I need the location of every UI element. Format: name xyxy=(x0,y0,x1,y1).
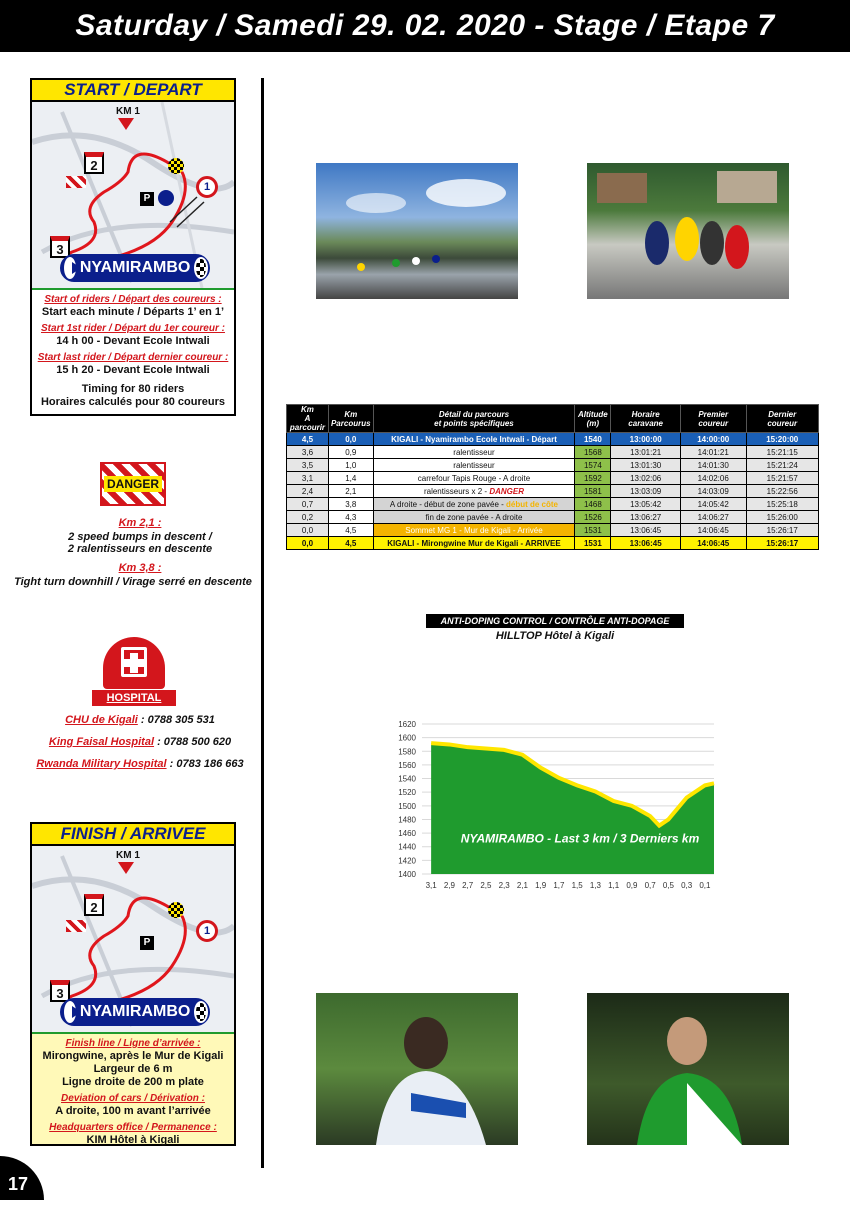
km-remaining: 3,1 xyxy=(287,472,329,485)
km-remaining: 4,5 xyxy=(287,433,329,446)
first-rider-time: 14:03:09 xyxy=(680,485,746,498)
nyamirambo-badge xyxy=(60,254,210,282)
first-rider-time: 14:06:45 xyxy=(680,537,746,550)
altitude: 1592 xyxy=(575,472,611,485)
km-remaining: 3,5 xyxy=(287,459,329,472)
arrow-icon xyxy=(64,1001,76,1023)
danger-km-label xyxy=(20,517,260,529)
first-rider-time: 14:06:45 xyxy=(680,524,746,537)
table-row xyxy=(287,498,819,511)
y-tick-label: 1560 xyxy=(398,760,416,770)
route-detail: fin de zone pavée - A droite xyxy=(373,511,575,524)
chart-annotation: NYAMIRAMBO - Last 3 km / 3 Derniers km xyxy=(460,831,700,846)
y-tick-label: 1480 xyxy=(398,815,416,825)
km1-label: KM 1 xyxy=(116,106,140,117)
hospital-name: King Faisal Hospital xyxy=(48,736,155,748)
y-tick-label: 1440 xyxy=(398,842,416,852)
last-rider-time: 15:21:24 xyxy=(746,459,819,472)
first-rider-time: 14:01:21 xyxy=(680,446,746,459)
table-row xyxy=(287,524,819,537)
x-tick-label: 2,5 xyxy=(480,881,492,890)
danger-text-1: 2 speed bumps in descent / xyxy=(68,531,212,543)
x-tick-label: 0,1 xyxy=(699,881,711,890)
table-header-row xyxy=(287,405,819,433)
route-detail: ralentisseur xyxy=(373,459,575,472)
first-rider-time: 14:06:27 xyxy=(680,511,746,524)
col-header: Km Parcourus xyxy=(328,405,373,433)
caravan-time: 13:06:45 xyxy=(611,524,681,537)
hospital-name: Rwanda Military Hospital xyxy=(36,758,167,770)
elevation-area xyxy=(431,743,714,874)
table-row xyxy=(287,472,819,485)
table-row xyxy=(287,433,819,446)
x-tick-label: 2,7 xyxy=(462,881,474,890)
parking-icon: P xyxy=(140,936,154,950)
x-tick-label: 0,7 xyxy=(644,881,656,890)
y-tick-label: 1600 xyxy=(398,733,416,743)
anti-doping-title: ANTI-DOPING CONTROL / CONTRÔLE ANTI-DOPAGE xyxy=(426,614,684,628)
km-remaining: 0,0 xyxy=(287,537,329,550)
place-label: NYAMIRAMBO xyxy=(79,1003,191,1020)
y-tick-label: 1420 xyxy=(398,856,416,866)
y-tick-label: 1540 xyxy=(398,774,416,784)
start-line-value: 15 h 20 - Devant Ecole Intwali xyxy=(56,364,210,376)
finish-value: Mirongwine, après le Mur de Kigali xyxy=(42,1050,224,1062)
last-rider-time: 15:22:56 xyxy=(746,485,819,498)
caravan-time: 13:01:21 xyxy=(611,446,681,459)
danger-sign-icon xyxy=(100,462,166,506)
col-header: Km A parcourir xyxy=(287,405,329,433)
badge-3: 3 xyxy=(50,236,70,258)
finish-label: Finish line / Ligne d’arrivée : xyxy=(65,1038,201,1049)
danger-note: DANGER xyxy=(489,486,524,496)
x-tick-label: 1,5 xyxy=(571,881,583,890)
km-done: 4,3 xyxy=(328,511,373,524)
route-detail: KIGALI - Mirongwine Mur de Kigali - ARRIVEE xyxy=(373,537,575,550)
y-tick-label: 1580 xyxy=(398,747,416,757)
danger-mini-icon xyxy=(66,920,86,932)
page-header: Saturday / Samedi 29. 02. 2020 - Stage / Etape 7 xyxy=(0,0,850,52)
hospital-entry xyxy=(20,714,260,726)
photo-landscape-art xyxy=(316,163,518,299)
last-rider-time: 15:20:00 xyxy=(746,433,819,446)
km-done: 3,8 xyxy=(328,498,373,511)
climb-note: début de côte xyxy=(506,499,559,509)
caravan-time: 13:06:27 xyxy=(611,511,681,524)
hospital-entry xyxy=(20,758,260,770)
danger-km-label xyxy=(20,562,260,574)
route-table xyxy=(286,404,819,550)
danger-text-2: 2 ralentisseurs en descente xyxy=(67,543,213,555)
altitude: 1581 xyxy=(575,485,611,498)
photo-peloton-art xyxy=(587,163,789,299)
km-remaining: 2,4 xyxy=(287,485,329,498)
hospital-name: CHU de Kigali xyxy=(65,714,138,726)
danger-sign-label: DANGER xyxy=(104,476,162,492)
altitude: 1531 xyxy=(575,524,611,537)
danger-text-3: Tight turn downhill / Virage serré en descente xyxy=(14,576,252,588)
first-rider-time: 14:05:42 xyxy=(680,498,746,511)
badge-2: 2 xyxy=(84,152,104,174)
hospital-phone: : 0788 500 620 xyxy=(154,736,232,748)
finish-flag-icon xyxy=(194,1001,208,1023)
finish-value: Largeur de 6 m xyxy=(93,1063,173,1075)
route-detail: ralentisseurs x 2 - DANGER xyxy=(373,485,575,498)
start-panel xyxy=(30,78,236,416)
finish-panel xyxy=(30,822,236,1146)
cross-icon-bar xyxy=(124,659,144,667)
checkered-flag-icon xyxy=(168,158,184,174)
hospital-phone: : 0788 305 531 xyxy=(137,714,215,726)
caravan-time: 13:02:06 xyxy=(611,472,681,485)
x-tick-label: 3,1 xyxy=(425,881,437,890)
col-header: Premier coureur xyxy=(680,405,746,433)
start-line-value: 14 h 00 - Devant Ecole Intwali xyxy=(56,335,210,347)
photo-riders-landscape xyxy=(316,163,518,299)
table-row xyxy=(287,537,819,550)
last-rider-time: 15:26:00 xyxy=(746,511,819,524)
altitude: 1574 xyxy=(575,459,611,472)
hospital-icon xyxy=(103,637,165,689)
altitude: 1468 xyxy=(575,498,611,511)
route-detail: A droite - début de zone pavée - début de côte xyxy=(373,498,575,511)
badge-2: 2 xyxy=(84,894,104,916)
col-header: Horaire caravane xyxy=(611,405,681,433)
km-remaining: 3,6 xyxy=(287,446,329,459)
nyamirambo-badge xyxy=(60,998,210,1026)
caravan-time: 13:05:42 xyxy=(611,498,681,511)
finish-map xyxy=(32,846,234,1032)
photo-algeria-rider xyxy=(587,993,789,1145)
y-tick-label: 1460 xyxy=(398,829,416,839)
finish-label: Headquarters office / Permanence : xyxy=(49,1122,217,1133)
timing-fr: Horaires calculés pour 80 coureurs xyxy=(40,396,226,408)
table-row xyxy=(287,485,819,498)
danger-km1: Km 2,1 : xyxy=(118,517,162,529)
finish-title: FINISH / ARRIVEE xyxy=(32,824,234,846)
km-done: 1,0 xyxy=(328,459,373,472)
caravan-time: 13:00:00 xyxy=(611,433,681,446)
altitude: 1540 xyxy=(575,433,611,446)
altitude: 1568 xyxy=(575,446,611,459)
route-detail: KIGALI - Nyamirambo Ecole Intwali - Départ xyxy=(373,433,575,446)
first-rider-time: 14:02:06 xyxy=(680,472,746,485)
x-tick-label: 2,1 xyxy=(516,881,528,890)
y-tick-label: 1620 xyxy=(398,720,416,729)
col-header: Détail du parcours et points spécifiques xyxy=(373,405,575,433)
km-remaining: 0,2 xyxy=(287,511,329,524)
km1-label: KM 1 xyxy=(116,850,140,861)
vertical-divider xyxy=(261,78,264,1168)
photo-peloton xyxy=(587,163,789,299)
x-tick-label: 2,9 xyxy=(443,881,455,890)
start-line-value: Start each minute / Départs 1’ en 1’ xyxy=(41,306,225,318)
x-tick-label: 0,3 xyxy=(681,881,693,890)
last-rider-time: 15:26:17 xyxy=(746,537,819,550)
start-map xyxy=(32,102,234,288)
finish-value: A droite, 100 m avant l’arrivée xyxy=(55,1105,211,1117)
x-tick-label: 0,9 xyxy=(626,881,638,890)
danger-km2: Km 3,8 : xyxy=(118,562,162,574)
photo-rider-portrait xyxy=(316,993,518,1145)
col-header: Altitude (m) xyxy=(575,405,611,433)
y-tick-label: 1400 xyxy=(398,870,416,879)
elevation-chart xyxy=(380,712,730,896)
x-tick-label: 1,1 xyxy=(608,881,620,890)
altitude: 1526 xyxy=(575,511,611,524)
km1-marker-icon xyxy=(118,862,134,874)
x-tick-label: 0,5 xyxy=(662,881,674,890)
route-detail: carrefour Tapis Rouge - A droite xyxy=(373,472,575,485)
km-done: 1,4 xyxy=(328,472,373,485)
badge-1: 1 xyxy=(196,176,218,198)
danger-mini-icon xyxy=(66,176,86,188)
last-rider-time: 15:21:57 xyxy=(746,472,819,485)
km-done: 0,0 xyxy=(328,433,373,446)
table-row xyxy=(287,511,819,524)
first-rider-time: 14:00:00 xyxy=(680,433,746,446)
finish-label: Deviation of cars / Dérivation : xyxy=(61,1093,205,1104)
finish-value: KIM Hôtel à Kigali xyxy=(86,1134,180,1146)
start-line-label: Start last rider / Départ dernier coureur : xyxy=(37,352,229,363)
km-done: 0,9 xyxy=(328,446,373,459)
hospital-entry xyxy=(20,736,260,748)
arrow-icon xyxy=(64,257,76,279)
x-tick-label: 1,3 xyxy=(589,881,601,890)
start-line-label: Start of riders / Départ des coureurs : xyxy=(44,294,222,305)
km-remaining: 0,7 xyxy=(287,498,329,511)
y-tick-label: 1520 xyxy=(398,788,416,798)
start-line-label: Start 1st rider / Départ du 1er coureur : xyxy=(41,323,225,334)
finish-flag-icon xyxy=(194,257,208,279)
route-detail: Sommet MG 1 - Mur de Kigali - Arrivée xyxy=(373,524,575,537)
km1-marker-icon xyxy=(118,118,134,130)
photo-algeria-art xyxy=(587,993,789,1145)
route-detail: ralentisseur xyxy=(373,446,575,459)
badge-3: 3 xyxy=(50,980,70,1002)
finish-value: Ligne droite de 200 m plate xyxy=(62,1076,204,1088)
table-row xyxy=(287,446,819,459)
hospital-phone: : 0783 186 663 xyxy=(166,758,244,770)
caravan-time: 13:06:45 xyxy=(611,537,681,550)
km-done: 2,1 xyxy=(328,485,373,498)
x-tick-label: 1,7 xyxy=(553,881,565,890)
timing-en: Timing for 80 riders xyxy=(81,383,185,395)
photo-rider-art xyxy=(316,993,518,1145)
table-row xyxy=(287,459,819,472)
hospital-label: HOSPITAL xyxy=(92,690,176,706)
first-rider-time: 14:01:30 xyxy=(680,459,746,472)
start-arrow-icon xyxy=(158,190,174,206)
start-info xyxy=(32,288,234,412)
last-rider-time: 15:25:18 xyxy=(746,498,819,511)
place-label: NYAMIRAMBO xyxy=(79,259,191,276)
km-remaining: 0,0 xyxy=(287,524,329,537)
badge-1: 1 xyxy=(196,920,218,942)
anti-doping-location: HILLTOP Hôtel à Kigali xyxy=(495,630,615,642)
finish-info xyxy=(32,1032,234,1144)
x-tick-label: 1,9 xyxy=(535,881,547,890)
altitude: 1531 xyxy=(575,537,611,550)
km-done: 4,5 xyxy=(328,524,373,537)
start-title: START / DEPART xyxy=(32,80,234,102)
caravan-time: 13:01:30 xyxy=(611,459,681,472)
checkered-flag-icon xyxy=(168,902,184,918)
y-tick-label: 1500 xyxy=(398,801,416,811)
caravan-time: 13:03:09 xyxy=(611,485,681,498)
last-rider-time: 15:26:17 xyxy=(746,524,819,537)
col-header: Dernier coureur xyxy=(746,405,819,433)
parking-icon: P xyxy=(140,192,154,206)
km-done: 4,5 xyxy=(328,537,373,550)
x-tick-label: 2,3 xyxy=(498,881,510,890)
page-number: 17 xyxy=(0,1156,44,1200)
last-rider-time: 15:21:15 xyxy=(746,446,819,459)
